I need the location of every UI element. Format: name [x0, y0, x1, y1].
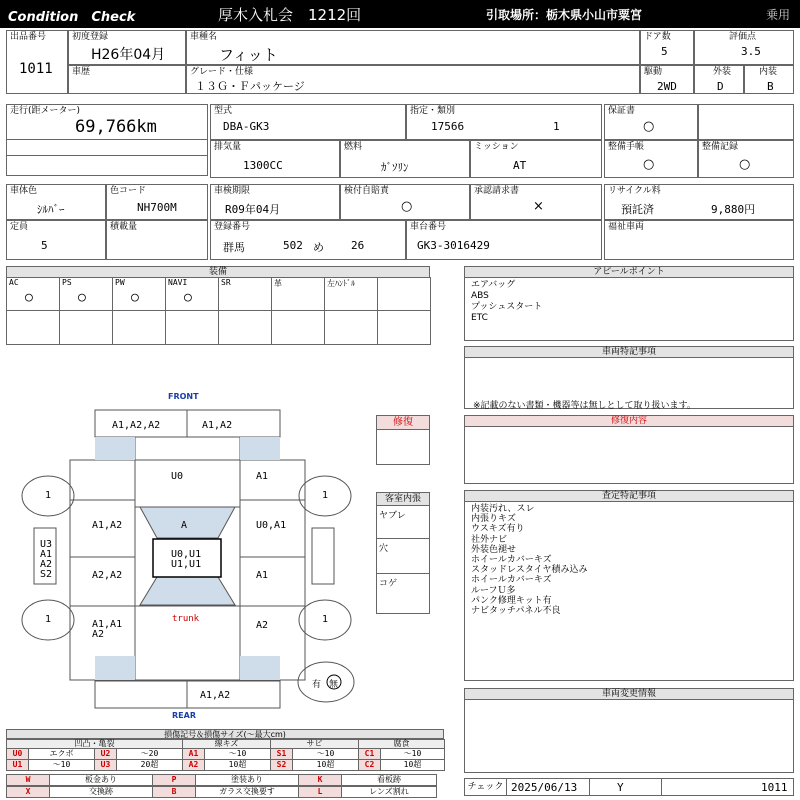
appeal-item: プッシュスタート: [471, 302, 543, 312]
roof-damage-1: U0,U1: [171, 549, 202, 560]
vehicle-category: 乗用: [766, 8, 791, 22]
legend-header: 線キズ: [182, 739, 271, 749]
drive-label: 駆動: [644, 67, 663, 77]
legend-description: ～10: [28, 759, 95, 771]
equipment-name: 左ﾊﾝﾄﾞﾙ: [327, 279, 355, 288]
first-registration-box: [68, 30, 186, 65]
interior-grade-label: 内装: [759, 67, 778, 77]
inspection-value: R09年04月: [225, 203, 281, 216]
doors-box: [640, 30, 694, 65]
rear-left-tire: 1: [45, 614, 52, 625]
legend-description: 交換跡: [49, 786, 153, 798]
assessment-item: パンク修理キット有: [471, 595, 552, 606]
equipment-name: PS: [62, 278, 72, 287]
assessment-item: 社外ナビ: [471, 534, 508, 545]
mission-box: [470, 140, 602, 178]
load-capacity-label: 積載量: [110, 222, 138, 232]
appeal-item: ABS: [471, 291, 489, 301]
equipment-name: PW: [115, 278, 125, 287]
legend-description: ～10: [380, 748, 445, 760]
rear-right-tire: 1: [322, 614, 329, 625]
legend-description: 20超: [116, 759, 183, 771]
body-color-box: [6, 184, 106, 220]
legend-header: 凹凸・亀裂: [6, 739, 183, 749]
recycle-status: 預託済: [621, 203, 654, 216]
repair-box: [376, 415, 430, 465]
drive-value: 2WD: [657, 80, 677, 93]
assessment-list: [471, 504, 588, 616]
rear-label: REAR: [172, 711, 196, 720]
history-label: 車歴: [72, 67, 91, 77]
assessment-item: ホイールカバーキズ: [471, 575, 552, 586]
right-front-door-damage: U0,A1: [256, 520, 287, 531]
lot-number-label: 出品番号: [10, 32, 47, 42]
left-side-damage-3: A2: [40, 559, 53, 570]
cabin-item-burn: コゲ: [379, 579, 398, 589]
displacement-label: 排気量: [214, 142, 242, 152]
doors-value: 5: [661, 45, 668, 58]
equipment-cell: [271, 277, 325, 311]
chassis-value: GK3-3016429: [417, 239, 490, 252]
displacement-box: [210, 140, 340, 178]
liability-box: [340, 184, 470, 220]
legend-code: C2: [358, 759, 381, 771]
equipment-name: NAVI: [168, 278, 188, 287]
plate-number-1: 502: [283, 239, 303, 252]
legend-code: U2: [94, 748, 117, 760]
body-color-label: 車体色: [10, 186, 38, 196]
maintenance-record-box: [698, 140, 794, 178]
repair-content-title: 修復内容: [464, 415, 794, 427]
equipment-cell: [377, 277, 431, 311]
plate-label: 登録番号: [214, 222, 251, 232]
assessment-item: ナビタッチパネル不良: [471, 606, 561, 617]
grade-label: グレード・仕様: [190, 67, 254, 77]
front-right-fender-damage: A1: [256, 471, 269, 482]
maintenance-book-label: 整備手帳: [608, 142, 645, 152]
legend-code: A2: [182, 759, 205, 771]
legend-code: U0: [6, 748, 29, 760]
assessment-item: ウスキズ有り: [471, 524, 525, 535]
check-date: 2025/06/13: [511, 781, 578, 794]
warranty-label: 保証書: [608, 106, 636, 116]
legend-code: B: [152, 786, 196, 798]
left-quarter-damage-2: A2: [92, 629, 105, 640]
change-info-panel: [464, 699, 794, 773]
legend-table: [6, 739, 444, 798]
equipment-blank-cell: [6, 310, 60, 345]
cabin-item-hole: 穴: [379, 544, 389, 554]
check-label: チェック: [465, 779, 507, 795]
inspection-label: 車検期限: [214, 186, 251, 196]
fuel-box: [340, 140, 470, 178]
roof-damage-2: U1,U1: [171, 559, 202, 570]
plate-region: 群馬: [223, 241, 245, 254]
approval-value: ×: [533, 199, 544, 214]
legend-code: P: [152, 774, 196, 786]
left-side-damage-1: U3: [40, 539, 53, 550]
equipment-blank-cell: [271, 310, 325, 345]
drive-box: [640, 65, 694, 94]
right-quarter-damage: A2: [256, 620, 269, 631]
color-code-label: 色コード: [110, 186, 147, 196]
legend-title: 損傷記号＆損傷サイズ(～最大cm): [6, 729, 444, 739]
legend-code: L: [298, 786, 342, 798]
exterior-grade-label: 外装: [713, 67, 732, 77]
appeal-item: エアバッグ: [471, 280, 516, 290]
recycle-box: [604, 184, 794, 220]
left-front-door-damage: A1,A2: [92, 520, 123, 531]
rear-bumper-damage: A1,A2: [200, 690, 231, 701]
designation-label: 指定・類別: [410, 106, 456, 116]
legend-code: S1: [270, 748, 293, 760]
score-box: [694, 30, 794, 65]
model-name-box: [186, 30, 640, 65]
spare-label: 有: [312, 680, 322, 690]
inspection-box: [210, 184, 340, 220]
assessment-item: ホイールカバーキズ: [471, 555, 552, 566]
blank-box-1: [698, 104, 794, 140]
left-quarter-damage-1: A1,A1: [92, 619, 123, 630]
assessment-item: 内張りキズ: [471, 514, 516, 525]
check-row: [464, 778, 794, 796]
assessment-item: ルーフＵ多: [471, 585, 516, 596]
header-title: Condition Check: [8, 10, 136, 25]
mileage-box: [6, 104, 208, 176]
chassis-label: 車台番号: [410, 222, 447, 232]
equipment-cell: [112, 277, 166, 311]
legend-code: U1: [6, 759, 29, 771]
fuel-label: 燃料: [344, 142, 363, 152]
legend-description: エクボ: [28, 748, 95, 760]
assessment-item: 内装汚れ、スレ: [471, 504, 535, 514]
equipment-value: ○: [184, 290, 192, 305]
color-code-value: NH700M: [137, 201, 177, 214]
legend-description: 10超: [380, 759, 445, 771]
score-value: 3.5: [741, 45, 761, 58]
equipment-cell: [324, 277, 378, 311]
legend-description: ～10: [292, 748, 359, 760]
interior-grade-box: [744, 65, 794, 94]
front-left-tire: 1: [45, 490, 52, 501]
legend-code: A1: [182, 748, 205, 760]
cabin-item-tear: ヤブレ: [379, 511, 406, 521]
equipment-blank-cell: [218, 310, 272, 345]
appeal-item: ETC: [471, 313, 488, 323]
hood-damage: U0: [171, 471, 184, 482]
recycle-amount: 9,880円: [711, 203, 756, 216]
equipment-name: AC: [9, 278, 19, 287]
assessment-item: 外装色褪せ: [471, 544, 517, 555]
model-type-value: DBA-GK3: [223, 120, 270, 133]
equipment-grid: [6, 277, 430, 345]
equipment-name: SR: [221, 278, 231, 287]
legend-code: K: [298, 774, 342, 786]
first-registration-label: 初度登録: [72, 32, 109, 42]
legend-code: C1: [358, 748, 381, 760]
plate-box: [210, 220, 406, 260]
equipment-name: 革: [274, 279, 282, 288]
front-right-tire: 1: [322, 490, 329, 501]
special-notes-text: ※記載のない書類・機器等は無しとして取り扱います。: [473, 401, 696, 411]
class-value: 1: [553, 120, 560, 133]
left-rear-door-damage: A2,A2: [92, 570, 123, 581]
assessment-title: 査定特記事項: [464, 490, 794, 502]
score-label: 評価点: [729, 32, 757, 42]
legend-header: 腐食: [358, 739, 445, 749]
check-number: 1011: [761, 781, 788, 794]
history-box: [68, 65, 186, 94]
designation-box: [406, 104, 602, 140]
approval-box: [470, 184, 602, 220]
front-label: FRONT: [168, 392, 199, 401]
equipment-cell: [6, 277, 60, 311]
maintenance-record-value: ○: [739, 157, 751, 172]
mileage-label: 走行(距メーター): [10, 106, 81, 116]
liability-value: ○: [401, 199, 413, 214]
capacity-value: 5: [41, 239, 48, 252]
legend-description: 板金あり: [49, 774, 153, 786]
warranty-value: ○: [643, 119, 655, 134]
interior-grade-value: B: [767, 80, 774, 93]
check-initial: Y: [617, 781, 624, 794]
capacity-label: 定員: [10, 222, 29, 232]
plate-kana: め: [313, 241, 324, 254]
legend-code: X: [6, 786, 50, 798]
legend-code: S2: [270, 759, 293, 771]
model-name-label: 車種名: [190, 32, 218, 42]
cabin-interior-box: [376, 492, 430, 614]
color-code-box: [106, 184, 208, 220]
exterior-grade-box: [694, 65, 744, 94]
equipment-cell: [59, 277, 113, 311]
special-notes-panel: [464, 357, 794, 409]
front-bumper-right-damage: A1,A2: [202, 420, 233, 431]
model-name-value: フィット: [219, 46, 278, 64]
equipment-value: ○: [78, 290, 86, 305]
mission-label: ミッション: [474, 142, 519, 152]
model-type-label: 型式: [214, 106, 233, 116]
cabin-interior-title: 客室内張: [377, 493, 429, 506]
equipment-blank-cell: [324, 310, 378, 345]
legend-description: 塗装あり: [195, 774, 299, 786]
fuel-value: ｶﾞｿﾘﾝ: [381, 161, 409, 174]
approval-label: 承認請求書: [474, 186, 520, 196]
equipment-cell: [165, 277, 219, 311]
maintenance-book-value: ○: [643, 157, 655, 172]
pickup-location: 引取場所：栃木県小山市粟宮: [486, 8, 643, 22]
lot-number-value: 1011: [19, 61, 53, 77]
equipment-blank-cell: [112, 310, 166, 345]
legend-description: ～10: [204, 748, 271, 760]
spare-value: 無: [329, 680, 339, 690]
trunk-label: trunk: [172, 614, 200, 624]
designation-value: 17566: [431, 120, 465, 133]
left-side-damage-4: S2: [40, 569, 53, 580]
header-bar: [0, 0, 800, 28]
equipment-blank-cell: [59, 310, 113, 345]
liability-label: 検付自賠責: [344, 186, 390, 196]
equipment-blank-cell: [165, 310, 219, 345]
grade-box: [186, 65, 640, 94]
welfare-label: 福祉車両: [608, 222, 645, 232]
legend-description: 10超: [204, 759, 271, 771]
repair-label: 修復: [377, 416, 429, 430]
body-color-value: ｼﾙﾊﾞｰ: [37, 203, 65, 216]
windshield-damage: A: [181, 520, 188, 531]
legend-code: W: [6, 774, 50, 786]
legend-description: ～20: [116, 748, 183, 760]
legend-description: レンズ割れ: [341, 786, 437, 798]
recycle-label: リサイクル料: [608, 186, 661, 196]
special-notes-title: 車両特記事項: [464, 346, 794, 358]
chassis-box: [406, 220, 602, 260]
change-info-title: 車両変更情報: [464, 688, 794, 700]
doors-label: ドア数: [644, 32, 671, 42]
welfare-box: [604, 220, 794, 260]
plate-number-2: 26: [351, 239, 365, 252]
left-side-damage-2: A1: [40, 549, 53, 560]
equipment-value: ○: [131, 290, 139, 305]
legend-code: U3: [94, 759, 117, 771]
appeal-title: アピールポイント: [464, 266, 794, 278]
first-registration-value: H26年04月: [91, 47, 166, 63]
exterior-grade-value: D: [717, 80, 724, 93]
assessment-item: スタッドレスタイヤ積み込み: [471, 565, 588, 576]
legend-header: サビ: [270, 739, 359, 749]
grade-value: １３Ｇ・Ｆパッケージ: [195, 80, 305, 93]
right-rear-door-damage: A1: [256, 570, 269, 581]
displacement-value: 1300CC: [243, 159, 283, 172]
appeal-panel: [464, 277, 794, 341]
equipment-value: ○: [25, 290, 33, 305]
equipment-cell: [218, 277, 272, 311]
auction-name: 厚木入札会 1212回: [218, 6, 362, 24]
repair-content-panel: [464, 426, 794, 484]
model-type-box: [210, 104, 406, 140]
assessment-panel: [464, 501, 794, 681]
legend-description: ガラス交換要す: [195, 786, 299, 798]
equipment-blank-cell: [377, 310, 431, 345]
appeal-list: [471, 280, 542, 324]
legend-description: 10超: [292, 759, 359, 771]
legend-description: 看板跡: [341, 774, 437, 786]
front-bumper-left-damage: A1,A2,A2: [112, 420, 161, 431]
maintenance-book-box: [604, 140, 698, 178]
capacity-box: [6, 220, 106, 260]
load-capacity-box: [106, 220, 208, 260]
warranty-box: [604, 104, 698, 140]
maintenance-record-label: 整備記録: [702, 142, 739, 152]
equipment-title: 装備: [6, 266, 430, 278]
lot-number-box: [6, 30, 68, 94]
mileage-value: 69,766km: [75, 117, 157, 137]
mission-value: AT: [513, 159, 527, 172]
